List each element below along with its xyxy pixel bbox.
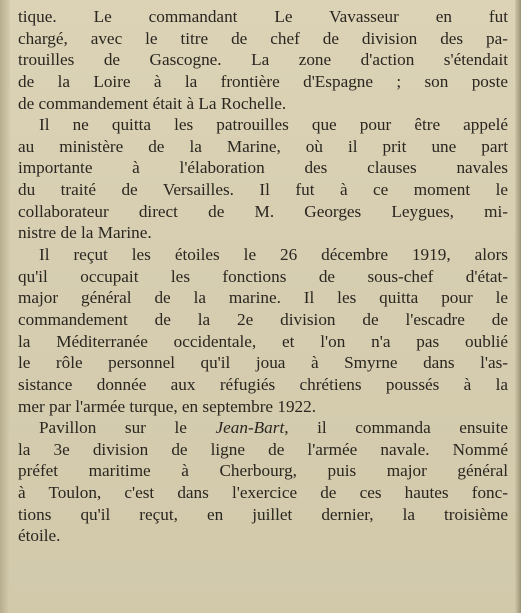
text-line: nistre de la Marine.	[18, 223, 152, 243]
text-line: sistance donnée aux réfugiés chrétiens poussés à la	[18, 374, 508, 394]
text-line: major général de la marine. Il les quitta pour le	[18, 288, 508, 308]
paper-edge-left	[0, 0, 10, 613]
text-line: de la Loire à la frontière d'Espagne ; son poste	[18, 71, 508, 91]
paper-edge-right	[515, 0, 521, 613]
ship-name: Jean-Bart	[215, 418, 285, 438]
text-line: du traité de Versailles. Il fut à ce moment le	[18, 180, 508, 200]
text-line: au ministère de la Marine, où il prit une part	[18, 136, 508, 156]
text-line: mer par l'armée turque, en septembre 1922.	[18, 396, 317, 416]
text-line: la 3e division de ligne de l'armée navale. Nommé	[18, 439, 508, 459]
article-column	[18, 6, 508, 547]
text-line: Il reçut les étoiles le 26 décembre 1919, alors	[39, 245, 508, 265]
text-line: Pavillon sur le Jean-Bart, il commanda ensuite	[39, 418, 508, 438]
text-line: collaborateur direct de M. Georges Leygues, mi-	[18, 201, 508, 221]
article-paragraph	[18, 114, 508, 244]
text-line: la Méditerranée occidentale, et l'on n'a pas oublié	[18, 331, 508, 351]
text-line: qu'il occupait les fonctions de sous-chef d'état-	[18, 266, 508, 286]
text-line: importante à l'élaboration des clauses navales	[18, 158, 508, 178]
article-paragraph	[18, 6, 508, 114]
text-line: préfet maritime à Cherbourg, puis major général	[18, 461, 508, 481]
text-line: trouilles de Gascogne. La zone d'action s'étendait	[18, 50, 508, 70]
text-line: Il ne quitta les patrouilles que pour être appelé	[39, 115, 508, 135]
text-line: chargé, avec le titre de chef de division des pa-	[18, 28, 508, 48]
text-line: le rôle personnel qu'il joua à Smyrne dans l'as-	[18, 353, 508, 373]
text-line: étoile.	[18, 526, 61, 546]
text-line: tions qu'il reçut, en juillet dernier, la troisième	[18, 504, 508, 524]
article-paragraph	[18, 244, 508, 417]
text-line: commandement de la 2e division de l'escadre de	[18, 309, 508, 329]
article-paragraph	[18, 417, 508, 547]
text-line: tique. Le commandant Le Vavasseur en fut	[18, 7, 508, 26]
text-line: de commandement était à La Rochelle.	[18, 93, 287, 113]
text-line: à Toulon, c'est dans l'exercice de ces hautes fonc-	[18, 483, 508, 503]
